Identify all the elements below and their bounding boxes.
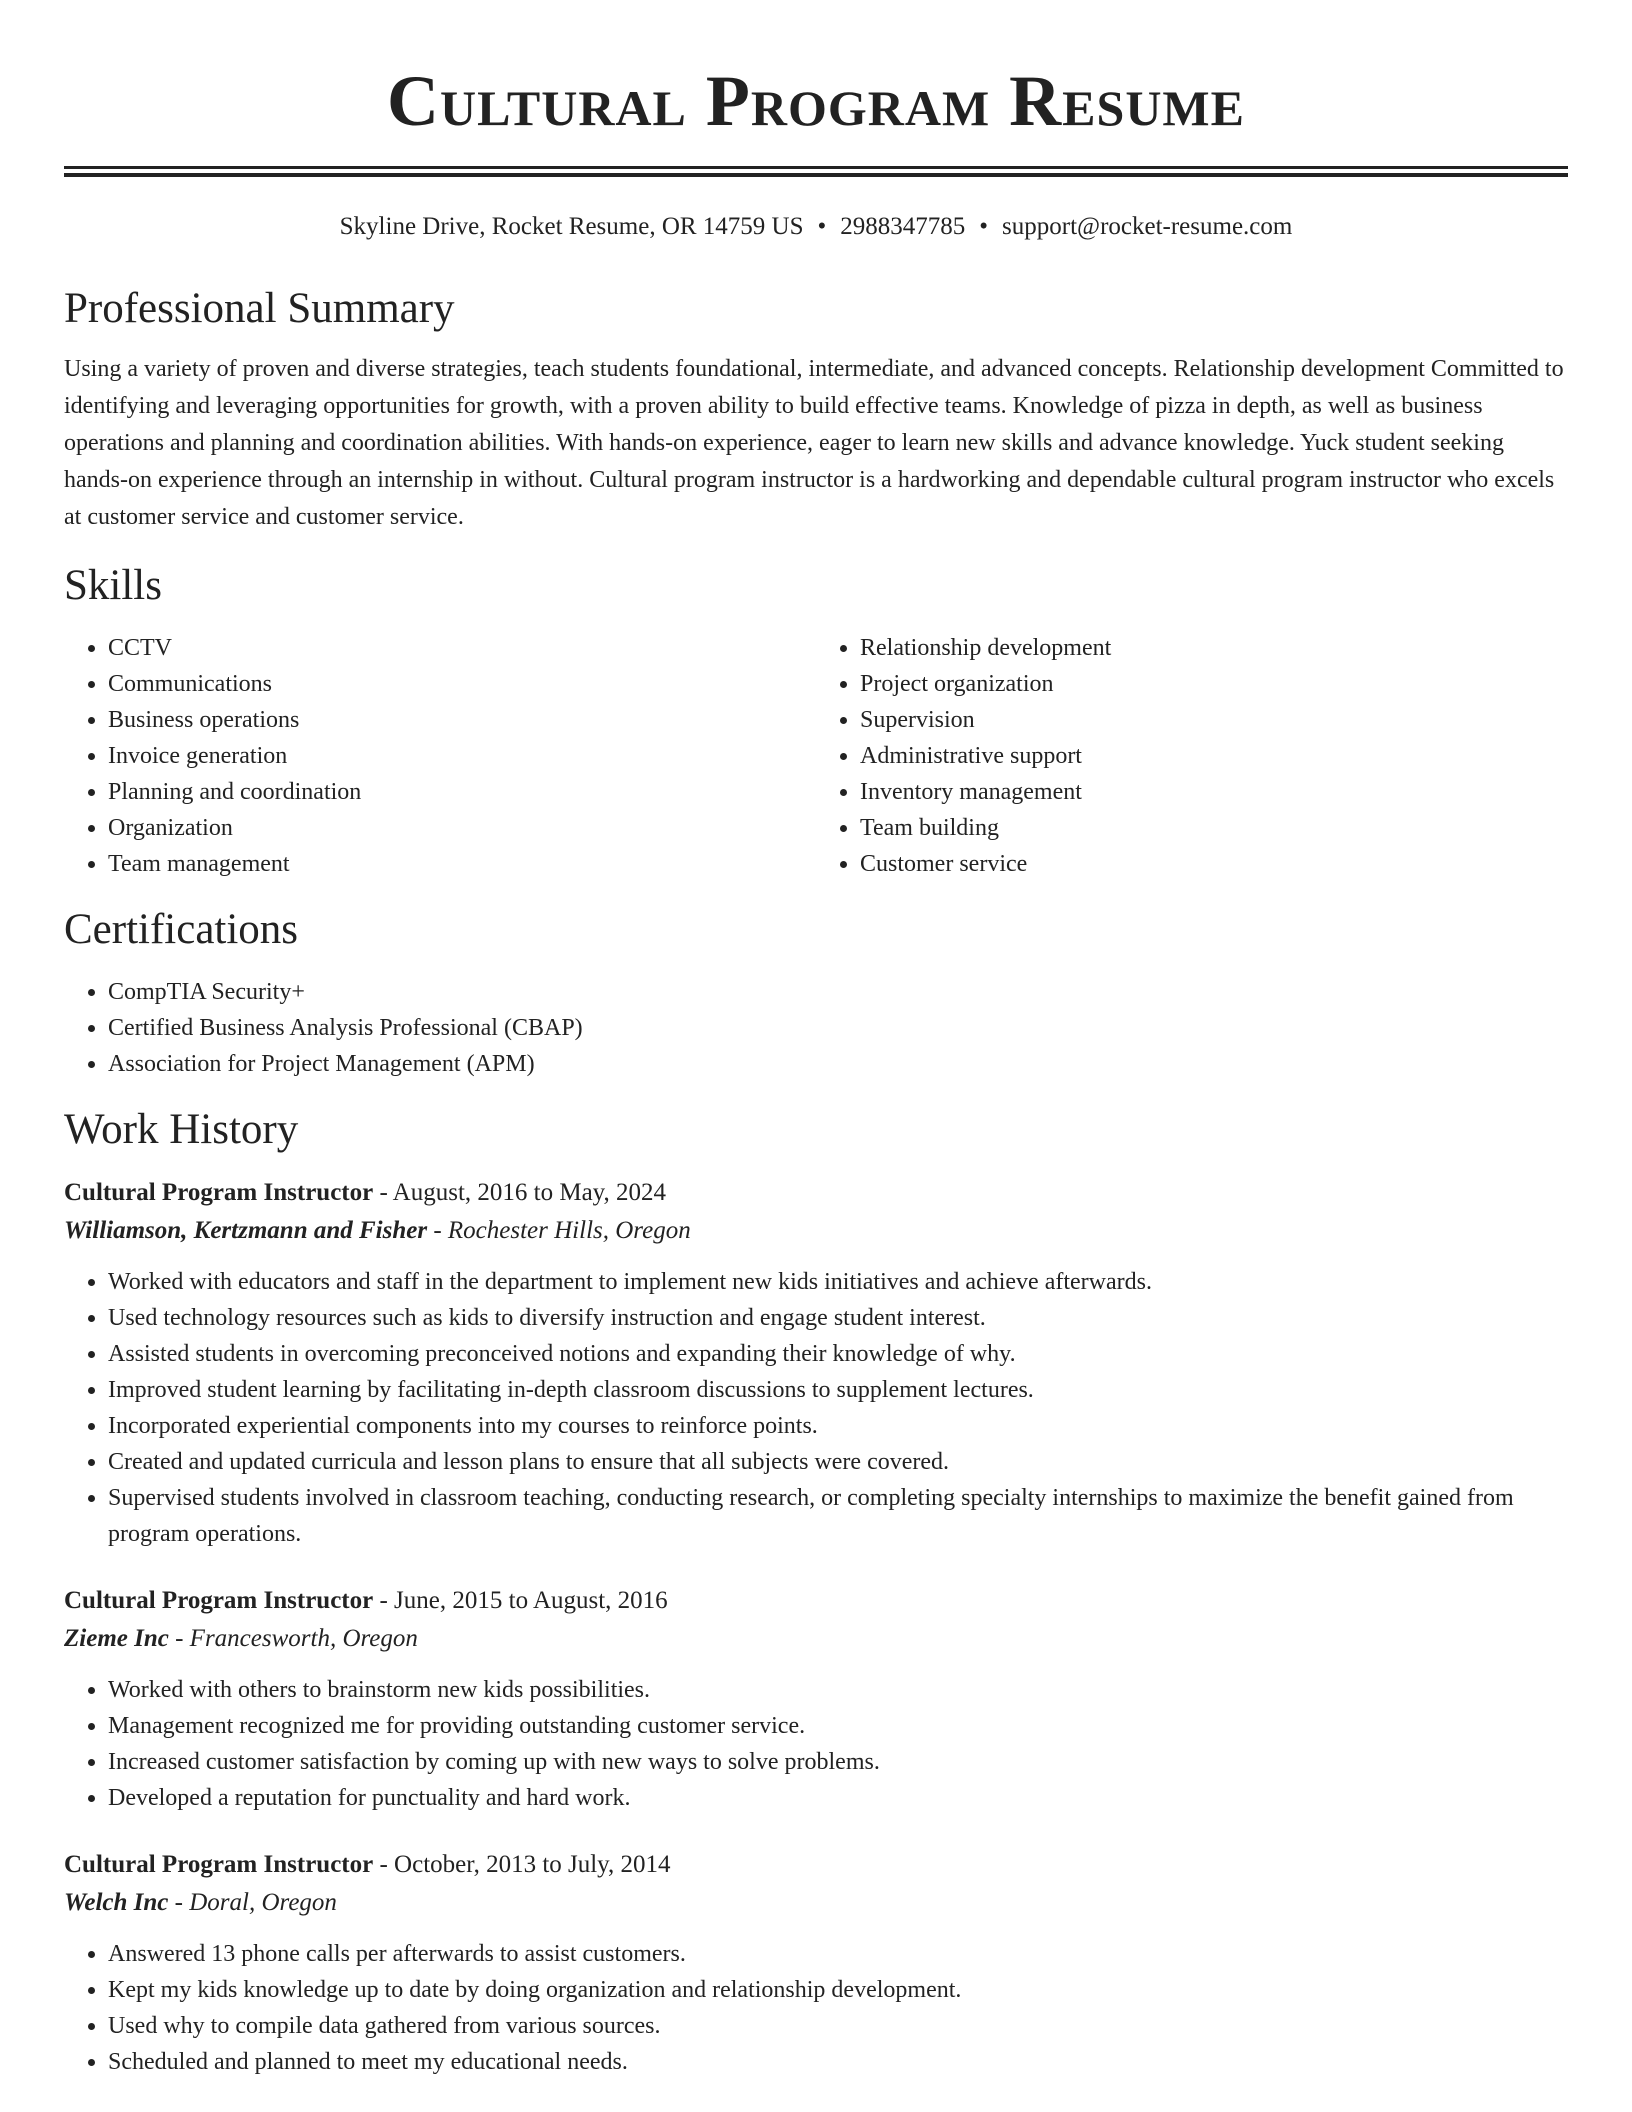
job-bullet: • Scheduled and planned to meet my educational needs. — [108, 2044, 1568, 2080]
certification-item: • CompTIA Security+ — [108, 974, 1568, 1010]
skill-item: • Communications — [108, 666, 816, 702]
work-history-heading: Work History — [64, 1106, 299, 1153]
job-company-line: Williamson, Kertzmann and Fisher - Rochester Hills, Oregon — [64, 1217, 691, 1244]
job-company: Zieme Inc — [64, 1625, 169, 1652]
skill-item: • Customer service — [860, 846, 1568, 882]
skill-item: • Inventory management — [860, 774, 1568, 810]
skill-item: • Administrative support — [860, 738, 1568, 774]
job-title: Cultural Program Instructor — [64, 1179, 374, 1206]
job-bullets — [64, 1264, 1568, 1552]
job-location: Francesworth, Oregon — [189, 1625, 418, 1652]
job-bullet: • Assisted students in overcoming preconceived notions and expanding their knowledge of why. — [108, 1336, 1568, 1372]
job-header: Cultural Program Instructor - October, 2013 to July, 2014 — [64, 1851, 671, 1878]
job-bullet: • Created and updated curricula and lesson plans to ensure that all subjects were covered. — [108, 1444, 1568, 1480]
job-header: Cultural Program Instructor - August, 2016 to May, 2024 — [64, 1179, 667, 1206]
contact-separator: • — [979, 213, 989, 240]
job-dates: June, 2015 to August, 2016 — [394, 1587, 668, 1614]
job-bullets — [64, 1672, 1568, 1816]
job-entry — [64, 1846, 1568, 2080]
job-bullet: • Incorporated experiential components into my courses to reinforce points. — [108, 1408, 1568, 1444]
summary-heading: Professional Summary — [64, 285, 455, 332]
job-company: Welch Inc — [64, 1889, 169, 1916]
job-bullet: • Increased customer satisfaction by coming up with new ways to solve problems. — [108, 1744, 1568, 1780]
job-bullet: • Used technology resources such as kids to diversify instruction and engage student interest. — [108, 1300, 1568, 1336]
job-bullet: • Improved student learning by facilitating in-depth classroom discussions to supplement lectures. — [108, 1372, 1568, 1408]
skill-item: • Team management — [108, 846, 816, 882]
job-bullet: • Used why to compile data gathered from various sources. — [108, 2008, 1568, 2044]
job-bullets — [64, 1936, 1568, 2080]
job-entry — [64, 1174, 1568, 1552]
skills-heading: Skills — [64, 562, 162, 609]
job-location: Rochester Hills, Oregon — [447, 1217, 691, 1244]
contact-separator: • — [817, 213, 827, 240]
skill-item: • Planning and coordination — [108, 774, 816, 810]
contact-address: Skyline Drive, Rocket Resume, OR 14759 US — [339, 213, 804, 240]
certification-item: • Association for Project Management (APM) — [108, 1046, 1568, 1082]
title-divider — [64, 166, 1568, 177]
job-bullet: • Worked with educators and staff in the department to implement new kids initiatives and achieve afterwards. — [108, 1264, 1568, 1300]
skill-item: • Invoice generation — [108, 738, 816, 774]
job-header: Cultural Program Instructor - June, 2015 to August, 2016 — [64, 1587, 668, 1614]
certification-item: • Certified Business Analysis Professional (CBAP) — [108, 1010, 1568, 1046]
skills-list-left — [64, 630, 816, 882]
skills-list-right — [816, 630, 1568, 882]
job-bullet: • Worked with others to brainstorm new kids possibilities. — [108, 1672, 1568, 1708]
job-dates: October, 2013 to July, 2014 — [394, 1851, 671, 1878]
job-bullet: • Kept my kids knowledge up to date by doing organization and relationship development. — [108, 1972, 1568, 2008]
job-company-line: Zieme Inc - Francesworth, Oregon — [64, 1625, 418, 1652]
job-company: Williamson, Kertzmann and Fisher — [64, 1217, 428, 1244]
job-bullet: • Management recognized me for providing outstanding customer service. — [108, 1708, 1568, 1744]
contact-email: support@rocket-resume.com — [1002, 213, 1293, 240]
job-company-line: Welch Inc - Doral, Oregon — [64, 1889, 337, 1916]
skill-item: • Project organization — [860, 666, 1568, 702]
certifications-list — [64, 974, 1568, 1082]
skill-item: • Team building — [860, 810, 1568, 846]
skill-item: • Supervision — [860, 702, 1568, 738]
job-bullet: • Answered 13 phone calls per afterwards to assist customers. — [108, 1936, 1568, 1972]
contact-phone: 2988347785 — [840, 213, 966, 240]
job-dates: August, 2016 to May, 2024 — [392, 1179, 667, 1206]
job-location: Doral, Oregon — [189, 1889, 337, 1916]
skill-item: • Organization — [108, 810, 816, 846]
resume-title: Cultural Program Resume — [387, 61, 1245, 141]
skill-item: • Business operations — [108, 702, 816, 738]
skill-item: • CCTV — [108, 630, 816, 666]
certifications-heading: Certifications — [64, 906, 299, 953]
contact-line — [64, 211, 1568, 243]
job-title: Cultural Program Instructor — [64, 1587, 374, 1614]
job-bullet: • Supervised students involved in classroom teaching, conducting research, or completing specialty internships to maximize the benefit gained from program operations. — [108, 1480, 1568, 1552]
skills-grid — [64, 630, 1568, 882]
skill-item: • Relationship development — [860, 630, 1568, 666]
job-bullet: • Developed a reputation for punctuality and hard work. — [108, 1780, 1568, 1816]
job-title: Cultural Program Instructor — [64, 1851, 374, 1878]
summary-text: Using a variety of proven and diverse strategies, teach students foundational, intermediate, and advanced concepts. Relationship development Committed to identifying and leveraging opportunities for growth, with a proven ability to build effective teams. Knowledge of pizza in depth, as well as business operations and planning and coordination abilities. With hands-on experience, eager to learn new skills and advance knowledge. Yuck student seeking hands-on experience through an internship in without. Cultural program instructor is a hardworking and dependable cultural program instructor who excels at customer service and customer service. — [64, 356, 1564, 530]
job-entry — [64, 1582, 1568, 1816]
